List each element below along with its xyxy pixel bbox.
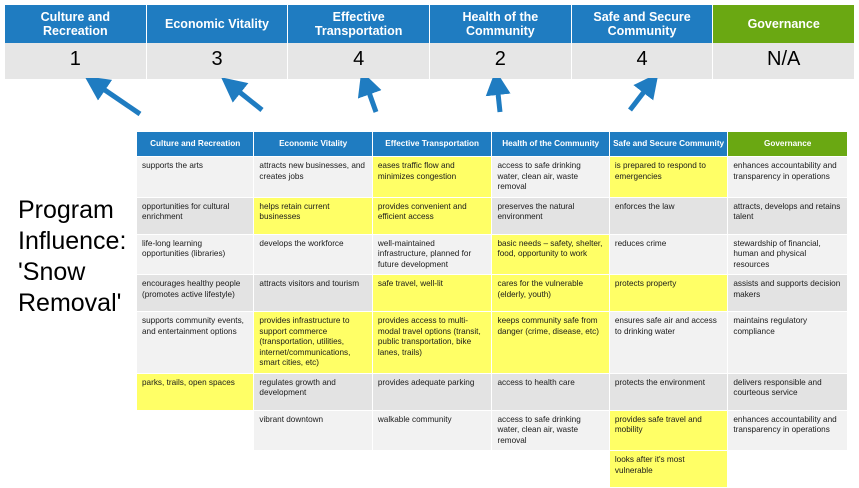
scorecard-header-label: Governance (747, 17, 820, 31)
matrix-cell: supports the arts (137, 157, 254, 198)
scorecard-header-label: Culture and Recreation (40, 10, 111, 38)
matrix-cell (254, 451, 372, 488)
matrix-header-effective-transportation: Effective Transportation (372, 132, 492, 157)
matrix-cell: protects property (609, 275, 727, 312)
arrow-up-left-icon (96, 84, 140, 114)
matrix-body (137, 157, 848, 488)
matrix-cell: eases traffic flow and minimizes congestion (372, 157, 492, 198)
matrix-cell: looks after it's most vulnerable (609, 451, 727, 488)
matrix-header-row (137, 132, 848, 157)
matrix-cell: is prepared to respond to emergencies (609, 157, 727, 198)
scorecard-header-label: Economic Vitality (165, 17, 269, 31)
matrix-header-health-of-the-community: Health of the Community (492, 132, 609, 157)
priority-attributes-matrix (136, 131, 848, 488)
matrix-cell: provides convenient and efficient access (372, 197, 492, 234)
table-row (137, 410, 848, 451)
matrix-cell: access to safe drinking water, clean air, waste removal (492, 410, 609, 451)
scorecard-header-effective-transportation[interactable] (288, 5, 430, 43)
scorecard-header-label: Safe and Secure Community (593, 10, 691, 38)
matrix-cell: keeps community safe from danger (crime, disease, etc) (492, 312, 609, 374)
caption-line-3: 'Snow (18, 258, 86, 286)
matrix-cell: life-long learning opportunities (libraries) (137, 234, 254, 275)
matrix-cell: safe travel, well-lit (372, 275, 492, 312)
matrix-header-governance: Governance (728, 132, 848, 157)
scorecard-header-label: Effective Transportation (314, 10, 403, 38)
matrix-cell: regulates growth and development (254, 373, 372, 410)
caption-line-4: Removal' (18, 289, 122, 317)
matrix-cell: encourages healthy people (promotes active lifestyle) (137, 275, 254, 312)
matrix-header-safe-and-secure-community: Safe and Secure Community (609, 132, 727, 157)
scorecard-header-economic-vitality[interactable] (147, 5, 289, 43)
score-value-safe-and-secure-community: 4 (572, 43, 714, 79)
arrow-up-left-icon (366, 84, 376, 112)
matrix-cell: basic needs – safety, shelter, food, opportunity to work (492, 234, 609, 275)
table-row (137, 275, 848, 312)
matrix-cell: ensures safe air and access to drinking water (609, 312, 727, 374)
matrix-cell: helps retain current businesses (254, 197, 372, 234)
matrix-cell: attracts visitors and tourism (254, 275, 372, 312)
table-row (137, 157, 848, 198)
score-value-culture-and-recreation: 1 (5, 43, 147, 79)
matrix-cell: parks, trails, open spaces (137, 373, 254, 410)
score-value-governance: N/A (767, 48, 801, 70)
caption-line-2: Influence: (18, 227, 127, 255)
matrix-cell: opportunities for cultural enrichment (137, 197, 254, 234)
matrix-cell: maintains regulatory compliance (728, 312, 848, 374)
program-influence-caption (18, 195, 138, 319)
matrix-cell: protects the environment (609, 373, 727, 410)
matrix-cell: provides infrastructure to support commerce (transportation, utilities, internet/communications, smart cities, etc) (254, 312, 372, 374)
matrix-cell: assists and supports decision makers (728, 275, 848, 312)
matrix-cell (137, 410, 254, 451)
scorecard-header-row (5, 5, 854, 43)
matrix-cell: access to health care (492, 373, 609, 410)
matrix-cell: well-maintained infrastructure, planned for future development (372, 234, 492, 275)
matrix-header-culture-and-recreation: Culture and Recreation (137, 132, 254, 157)
table-row (137, 312, 848, 374)
matrix-cell: supports community events, and entertainment options (137, 312, 254, 374)
score-value-health-of-the-community: 2 (430, 43, 572, 79)
score-value-effective-transportation: 4 (288, 43, 430, 79)
arrow-up-left-icon (232, 86, 262, 110)
table-row (137, 451, 848, 488)
matrix-cell: preserves the natural environment (492, 197, 609, 234)
caption-line-1: Program (18, 196, 114, 224)
matrix-cell: develops the workforce (254, 234, 372, 275)
matrix-cell: reduces crime (609, 234, 727, 275)
matrix-cell: walkable community (372, 410, 492, 451)
matrix-cell: access to safe drinking water, clean air, waste removal (492, 157, 609, 198)
scorecard-header-health-of-the-community[interactable] (430, 5, 572, 43)
scorecard-header-culture-and-recreation[interactable] (5, 5, 147, 43)
strategic-priority-scorecard (5, 5, 854, 79)
table-row (137, 197, 848, 234)
matrix-cell: provides access to multi-modal travel options (transit, public transportation, bike lanes, trails) (372, 312, 492, 374)
arrow-up-left-icon (630, 84, 650, 110)
arrow-group (0, 78, 859, 138)
matrix-cell: stewardship of financial, human and physical resources (728, 234, 848, 275)
matrix-cell (728, 451, 848, 488)
matrix-cell: vibrant downtown (254, 410, 372, 451)
matrix-cell: provides adequate parking (372, 373, 492, 410)
matrix-cell: enhances accountability and transparency in operations (728, 410, 848, 451)
matrix-cell (372, 451, 492, 488)
matrix-cell: delivers responsible and courteous service (728, 373, 848, 410)
matrix-cell (492, 451, 609, 488)
scorecard-header-governance[interactable] (713, 5, 854, 43)
matrix-header-economic-vitality: Economic Vitality (254, 132, 372, 157)
matrix-cell: cares for the vulnerable (elderly, youth) (492, 275, 609, 312)
matrix-cell: attracts, develops and retains talent (728, 197, 848, 234)
matrix-cell: attracts new businesses, and creates jobs (254, 157, 372, 198)
score-value-economic-vitality: 3 (147, 43, 289, 79)
table-row (137, 234, 848, 275)
matrix-cell (137, 451, 254, 488)
matrix-cell: enhances accountability and transparency in operations (728, 157, 848, 198)
scorecard-header-safe-and-secure-community[interactable] (572, 5, 714, 43)
arrow-up-left-icon (497, 84, 500, 112)
scorecard-score-row (5, 43, 854, 79)
table-row (137, 373, 848, 410)
matrix-cell: provides safe travel and mobility (609, 410, 727, 451)
matrix-cell: enforces the law (609, 197, 727, 234)
scorecard-header-label: Health of the Community (462, 10, 539, 38)
